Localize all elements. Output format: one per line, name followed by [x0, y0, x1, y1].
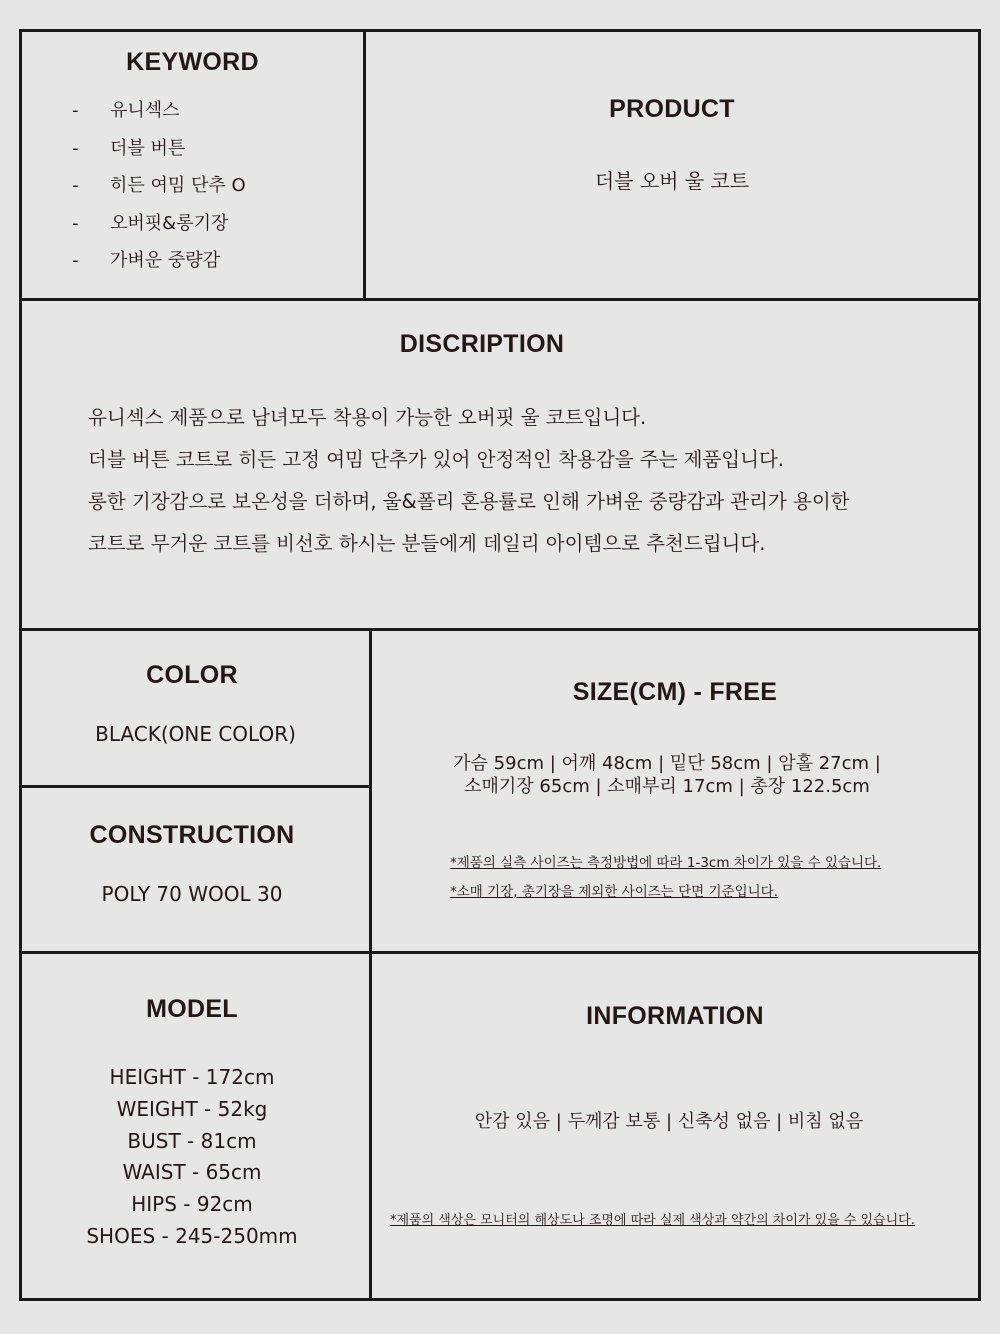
size-note-measurement: *제품의 실측 사이즈는 측정방법에 따라 1-3cm 차이가 있을 수 있습니다.: [450, 855, 882, 871]
model-spec-bust: BUST - 81cm: [127, 1128, 257, 1153]
information-color-note: *제품의 색상은 모니터의 해상도나 조명에 따라 실제 색상과 약간의 차이가 있을 수 있습니다.: [390, 1213, 915, 1228]
construction-section: [22, 788, 369, 951]
color-title: COLOR: [146, 661, 238, 689]
construction-title: CONSTRUCTION: [89, 821, 295, 849]
product-section: [366, 32, 978, 298]
list-item: [72, 134, 246, 172]
spec-sheet: [19, 29, 981, 1301]
keyword-text: 히든 여밈 단추 O: [110, 175, 246, 196]
construction-value: POLY 70 WOOL 30: [101, 882, 283, 906]
description-line: 더블 버튼 코트로 히든 고정 여밈 단추가 있어 안정적인 착용감을 주는 제품입니다.: [88, 448, 785, 471]
product-title: PRODUCT: [609, 95, 735, 123]
color-value: BLACK(ONE COLOR): [95, 722, 296, 746]
size-measurements-line-2: 소매기장 65cm | 소매부리 17cm | 총장 122.5cm: [464, 776, 870, 797]
description-line: 롱한 기장감으로 보온성을 더하며, 울&폴리 혼용률로 인해 가벼운 중량감과 관리가 용이한: [88, 490, 850, 513]
description-line: 코트로 무거운 코트를 비선호 하시는 분들에게 데일리 아이템으로 추천드립니다.: [88, 532, 766, 555]
model-title: MODEL: [146, 995, 238, 1023]
information-title: INFORMATION: [586, 1002, 764, 1030]
model-spec-hips: HIPS - 92cm: [131, 1192, 253, 1217]
description-title: DISCRIPTION: [399, 330, 565, 358]
keyword-section: [22, 32, 363, 298]
size-section: [372, 631, 978, 951]
bullet-dash: -: [72, 100, 79, 121]
keyword-text: 유니섹스: [110, 100, 180, 121]
size-note-flat-measure: *소매 기장, 총기장을 제외한 사이즈는 단면 기준입니다.: [450, 884, 778, 900]
keyword-title: KEYWORD: [126, 48, 259, 76]
model-specs: [22, 1062, 362, 1253]
list-item: [72, 96, 246, 134]
color-section: [22, 631, 369, 785]
size-measurements-line-1: 가슴 59cm | 어깨 48cm | 밑단 58cm | 암홀 27cm |: [453, 753, 881, 774]
keyword-text: 오버핏&롱기장: [110, 212, 229, 234]
model-spec-shoes: SHOES - 245-250mm: [86, 1223, 298, 1248]
description-section: [22, 301, 978, 628]
model-spec-waist: WAIST - 65cm: [122, 1160, 262, 1185]
list-item: [72, 171, 246, 209]
model-section: [22, 954, 369, 1298]
product-name: 더블 오버 울 코트: [594, 169, 750, 193]
keyword-text: 가벼운 중량감: [110, 250, 221, 271]
bullet-dash: -: [72, 250, 79, 271]
bullet-dash: -: [72, 137, 79, 159]
bullet-dash: -: [72, 212, 79, 234]
description-body: [88, 403, 850, 571]
description-line: 유니섹스 제품으로 남녀모두 착용이 가능한 오버핏 울 코트입니다.: [88, 406, 647, 429]
list-item: [72, 209, 246, 247]
keyword-list: [72, 96, 246, 284]
bullet-dash: -: [72, 175, 79, 196]
information-details: 안감 있음 | 두께감 보통 | 신축성 없음 | 비침 없음: [474, 1111, 864, 1132]
list-item: [72, 246, 246, 284]
model-spec-weight: WEIGHT - 52kg: [116, 1096, 268, 1121]
information-section: [372, 954, 978, 1298]
keyword-text: 더블 버튼: [110, 137, 186, 159]
model-spec-height: HEIGHT - 172cm: [109, 1065, 275, 1089]
size-title: SIZE(CM) - FREE: [572, 678, 778, 706]
